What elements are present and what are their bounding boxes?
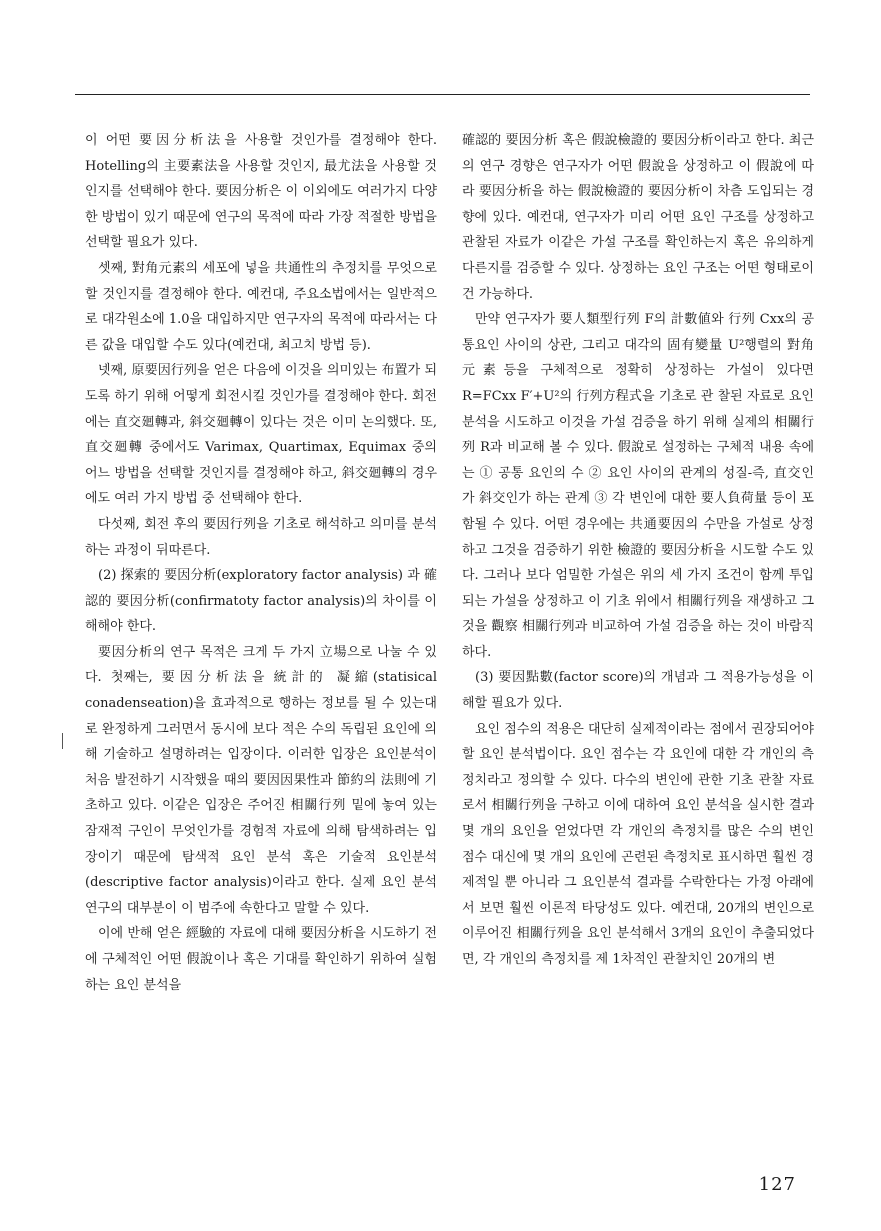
paragraph: (3) 要因點數(factor score)의 개념과 그 적용가능성을 이해할 필요가 있다. [462,670,814,712]
paragraph: 이 어떤 要因分析法을 사용할 것인가를 결정해야 한다. Hotelling의 主要素法을 사용할 것인지, 最尤法을 사용할 것인지를 선택해야 한다. 要因分析은 이 이외에도 여러가지 다양한 방법이 있기 때문에 연구의 목적에 따라 가장 적절한 방법을 선택할 필요가 있다. [85,133,437,251]
left-column [85,128,437,998]
paragraph: 만약 연구자가 要人類型行列 F의 計數値와 行列 Cxx의 공통요인 사이의 상관, 그리고 대각의 固有變量 U²행렬의 對角元素등을 구체적으로 정확히 상정하는 가설이 있다면 R=FCxx F′+U²의 行列方程式을 기초로 관 찰된 자료로 요인분석을 시도하고 이것을 가설 검증을 하기 위해 실제의 相關行列 R과 비교해 볼 수 있다. 假說로 설정하는 구체적 내용 속에는 ① 공통 요인의 수 ② 요인 사이의 관계의 성질-즉, 直交인가 斜交인가 하는 관계 ③ 각 변인에 대한 要人負荷量 등이 포함될 수 있다. 어떤 경우에는 共通要因의 수만을 가설로 상정하고 그것을 검증하기 위한 檢證的 要因分析을 시도할 수도 있다. 그러나 보다 엄밀한 가설은 위의 세 가지 조건이 함께 투입되는 가설을 상정하고 이 기초 위에서 相關行列을 재생하고 그것을 觀察 相關行列과 비교하여 가설 검증을 하는 것이 바람직하다. [462,312,814,660]
paragraph: 셋째, 對角元素의 세포에 넣을 共通性의 추정치를 무엇으로 할 것인지를 결정해야 한다. 예컨대, 주요소법에서는 일반적으로 대각원소에 1.0을 대입하지만 연구자의 목적에 따라서는 다른 값을 대입할 수도 있다(예컨대, 최고치 방법 등). [85,260,437,353]
paragraph: 요인 점수의 적용은 대단히 실제적이라는 점에서 권장되어야 할 요인 분석법이다. 요인 점수는 각 요인에 대한 각 개인의 측정치라고 정의할 수 있다. 다수의 변인에 관한 기초 관찰 자료로서 相關行列을 구하고 이에 대하여 요인 분석을 실시한 결과 몇 개의 요인을 얻었다면 각 개인의 측정치를 많은 수의 변인 점수 대신에 몇 개의 요인에 곤련된 측정치로 표시하면 훨씬 경제적일 뿐 아니라 그 요인분석 결과를 수락한다는 가정 아래에서 보면 훨씬 이론적 타당성도 있다. 예컨대, 20개의 변인으로 이루어진 相關行列을 요인 분석해서 3개의 요인이 추출되었다면, 각 개인의 측정치를 제 1차적인 관찰치인 20개의 변 [462,721,814,967]
page-number: 127 [758,1174,796,1195]
header-rule [75,94,810,95]
right-column [462,128,814,973]
paragraph: 要因分析의 연구 목적은 크게 두 가지 立場으로 나눌 수 있다. 첫째는, 要因分析法을 統計的 凝縮(statisical conadenseation)을 효과적으로 행하는 정보를 될 수 있는대로 완정하게 그러면서 동시에 보다 적은 수의 독립된 요인에 의해 기술하고 설명하려는 입장이다. 이러한 입장은 요인분석이 처음 발전하기 시작했을 때의 要因因果性과 節約의 法則에 기초하고 있다. 이같은 입장은 주어진 相關行列 밑에 놓여 있는 잠재적 구인이 무엇인가를 경험적 자료에 의해 탐색하려는 입장이기 때문에 탐색적 요인 분석 혹은 기술적 요인분석(descriptive factor analysis)이라고 한다. 실제 요인 분석 연구의 대부분이 이 범주에 속한다고 말할 수 있다. [85,644,437,916]
paragraph: 넷째, 原要因行列을 얻은 다음에 이것을 의미있는 布置가 되도록 하기 위해 어떻게 회전시킬 것인가를 결정해야 한다. 회전에는 直交廻轉과, 斜交廻轉이 있다는 것은 이미 논의했다. 또, 直交廻轉 중에서도 Varimax, Quartimax, Equimax 중의 어느 방법을 선택할 것인지를 결정해야 하고, 斜交廻轉의 경우에도 여러 가지 방법 중 선택해야 한다. [85,363,437,507]
paragraph: 이에 반해 얻은 經驗的 자료에 대해 要因分析을 시도하기 전에 구체적인 어떤 假說이나 혹은 기대를 확인하기 위하여 실험하는 요인 분석을 [85,926,437,993]
paragraph: 確認的 要因分析 혹은 假說檢證的 要因分析이라고 한다. 최근의 연구 경향은 연구자가 어떤 假說을 상정하고 이 假說에 따라 要因分析을 하는 假說檢證的 要因分析이 차츰 도입되는 경향에 있다. 예컨대, 연구자가 미리 어떤 요인 구조를 상정하고 관찰된 자료가 이같은 가설 구조를 확인하는지 혹은 유의하게 다른지를 검증할 수 있다. 상정하는 요인 구조는 어떤 형태로이건 가능하다. [462,133,814,302]
paragraph: 다섯째, 회전 후의 要因行列을 기초로 해석하고 의미를 분석하는 과정이 뒤따른다. [85,516,437,558]
paragraph: (2) 探索的 要因分析(exploratory factor analysis) 과 確認的 要因分析(confirmatoty factor analysis)의 차이를 이해해야 한다. [85,568,437,635]
margin-mark [62,733,63,749]
